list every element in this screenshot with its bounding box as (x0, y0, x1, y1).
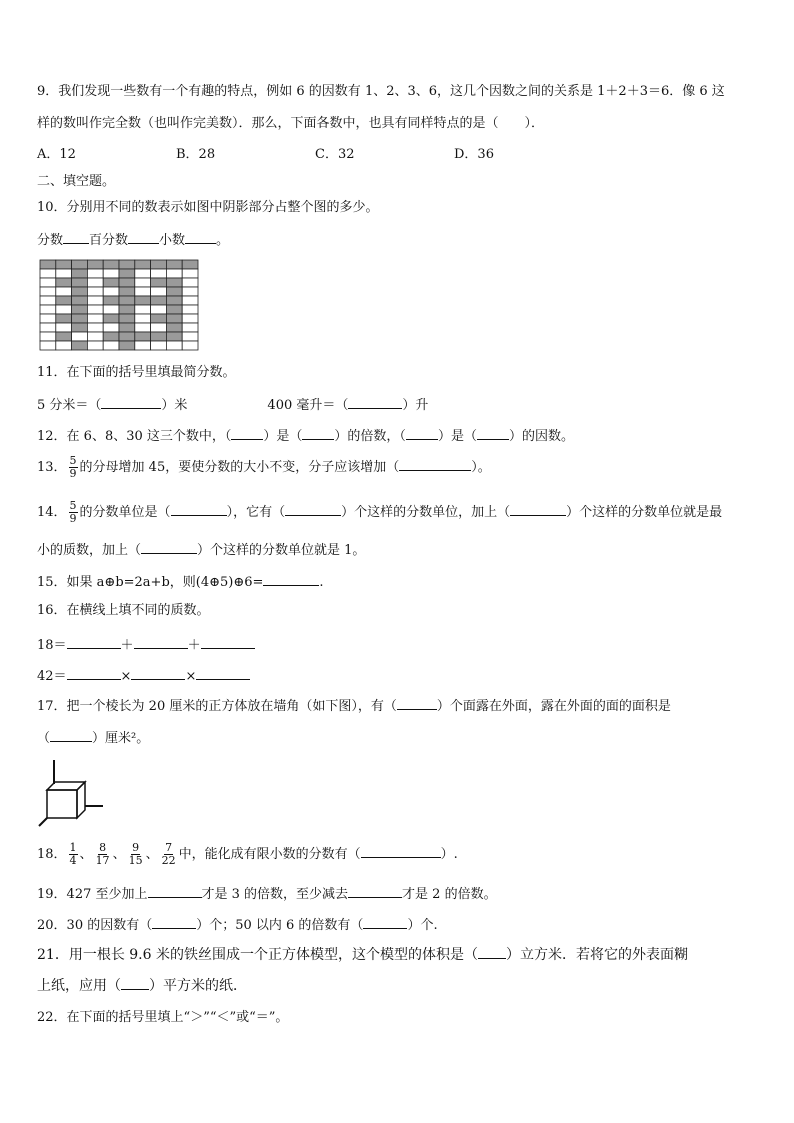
answer-blank[interactable] (196, 667, 250, 680)
fraction-numerator: 1 (69, 841, 77, 854)
q17-line2 (37, 729, 149, 747)
answer-blank[interactable] (363, 916, 407, 929)
grid-cell (87, 341, 103, 350)
grid-cell (87, 269, 103, 278)
q17-text: ）厘米²。 (92, 731, 150, 746)
answer-blank[interactable] (50, 729, 92, 742)
q9-option-a: A．12 (37, 147, 76, 162)
grid-cell-shaded (103, 278, 119, 287)
grid-cell-shaded (119, 314, 135, 323)
q15-question (37, 573, 324, 591)
grid-cell (182, 332, 198, 341)
answer-blank[interactable] (478, 946, 506, 959)
grid-cell (182, 278, 198, 287)
grid-cell (87, 323, 103, 332)
grid-cell-shaded (72, 341, 88, 350)
grid-cell-shaded (166, 278, 182, 287)
grid-cell (151, 323, 167, 332)
separator: 、 (79, 847, 93, 862)
grid-cell-shaded (166, 314, 182, 323)
grid-cell-shaded (72, 260, 88, 269)
grid-cell-shaded (119, 341, 135, 350)
grid-cell (182, 314, 198, 323)
q9-option-d: D．36 (454, 147, 494, 162)
grid-cell-shaded (151, 260, 167, 269)
plus-sign: ＋ (187, 638, 201, 653)
answer-blank[interactable] (399, 458, 471, 471)
answer-blank[interactable] (477, 427, 509, 440)
q14-text: 的分数单位是（ (79, 505, 171, 520)
grid-cell (151, 287, 167, 296)
q17-text: （ (37, 731, 51, 746)
q12-question (37, 427, 574, 445)
grid-cell (166, 341, 182, 350)
q9-line1: 9．我们发现一些数有一个有趣的特点，例如 6 的因数有 1、2、3、6，这几个因数之间的关系是 1＋2＋3＝6．像 6 这 (37, 84, 725, 99)
q11-a-left: 5 分米＝（ (37, 398, 102, 413)
grid-cell (166, 269, 182, 278)
section-heading: 二、填空题。 (37, 174, 116, 189)
grid-cell-shaded (135, 332, 151, 341)
grid-cell (40, 341, 56, 350)
answer-blank[interactable] (406, 427, 438, 440)
grid-cell (40, 269, 56, 278)
q16-row2-label: 42＝ (37, 669, 67, 684)
q21-line1 (37, 946, 688, 963)
grid-cell (40, 296, 56, 305)
grid-cell (40, 278, 56, 287)
q18-end: ）. (440, 847, 458, 862)
q16-row1 (37, 636, 255, 654)
answer-blank[interactable] (152, 916, 196, 929)
grid-cell (87, 314, 103, 323)
q14-text: ）个这样的分数单位就是 1。 (197, 543, 366, 558)
answer-blank[interactable] (131, 667, 185, 680)
q16-question: 16．在横线上填不同的质数。 (37, 603, 210, 618)
q22-question: 22．在下面的括号里填上“＞”“＜”或“＝”。 (37, 1010, 289, 1025)
grid-cell-shaded (135, 296, 151, 305)
answer-blank[interactable] (148, 885, 202, 898)
q12-text: ）是（ (263, 429, 303, 444)
grid-cell-shaded (72, 269, 88, 278)
grid-cell (151, 269, 167, 278)
grid-cell-shaded (151, 332, 167, 341)
grid-cell-shaded (119, 305, 135, 314)
q16-row1-label: 18＝ (37, 638, 67, 653)
grid-cell (103, 269, 119, 278)
q19-text: 才是 2 的倍数。 (402, 887, 497, 902)
grid-cell-shaded (166, 332, 182, 341)
grid-cell-shaded (72, 296, 88, 305)
grid-cell-shaded (56, 278, 72, 287)
q12-text: ）是（ (437, 429, 477, 444)
fraction-numerator: 5 (69, 454, 77, 467)
q20-text: 20．30 的因数有（ (37, 918, 153, 933)
answer-blank[interactable] (302, 427, 334, 440)
grid-cell-shaded (166, 305, 182, 314)
answer-blank[interactable] (67, 636, 121, 649)
q21-text: ）立方米．若将它的外表面糊 (505, 947, 688, 963)
grid-cell (182, 269, 198, 278)
q15-text: 15．如果 a⊕b=2a+b，则(4⊕5)⊕6= (37, 575, 264, 590)
grid-cell (151, 341, 167, 350)
q20-question (37, 916, 438, 934)
fraction-denominator: 22 (161, 854, 176, 867)
grid-cell (56, 341, 72, 350)
grid-cell (135, 314, 151, 323)
q11-a-right: ）米 (161, 398, 188, 413)
fraction-numerator: 7 (165, 841, 173, 854)
grid-cell (135, 341, 151, 350)
fraction (161, 842, 177, 867)
fraction (128, 842, 144, 867)
q14-text: ），它有（ (226, 505, 286, 520)
grid-cell (40, 332, 56, 341)
grid-cell-shaded (56, 314, 72, 323)
grid-cell (103, 323, 119, 332)
grid-cell-shaded (119, 260, 135, 269)
q15-end: . (319, 575, 324, 590)
fraction-numerator: 8 (99, 841, 107, 854)
grid-cell-shaded (103, 296, 119, 305)
answer-blank[interactable] (134, 636, 188, 649)
q10-fill-line (37, 231, 229, 249)
grid-cell (182, 305, 198, 314)
fraction-denominator: 15 (128, 854, 143, 867)
grid-cell-shaded (103, 332, 119, 341)
grid-cell (56, 269, 72, 278)
q14-text: ）个这样的分数单位，加上（ (341, 505, 511, 520)
q10-label-end: 。 (216, 233, 230, 248)
q11-question: 11．在下面的括号里填最简分数。 (37, 365, 236, 380)
fraction-numerator: 5 (69, 499, 77, 512)
grid-cell-shaded (56, 260, 72, 269)
grid-cell (182, 323, 198, 332)
grid-cell-shaded (119, 269, 135, 278)
q13-end: ）。 (471, 460, 491, 475)
grid-cell-shaded (103, 314, 119, 323)
q20-text: ）个. (407, 918, 438, 933)
q14-line1 (37, 499, 722, 527)
grid-cell-shaded (166, 287, 182, 296)
grid-cell-shaded (72, 314, 88, 323)
grid-cell-shaded (166, 296, 182, 305)
q11-b-left: 400 毫升＝（ (267, 398, 349, 413)
q18-label: 18． (37, 847, 67, 862)
q14-line2 (37, 541, 365, 559)
grid-cell-shaded (166, 323, 182, 332)
cube-in-corner-figure (37, 760, 107, 828)
grid-cell-shaded (151, 278, 167, 287)
grid-cell (182, 341, 198, 350)
q11-answers (37, 396, 428, 414)
grid-cell-shaded (119, 332, 135, 341)
separator: 、 (145, 847, 159, 862)
grid-cell (40, 287, 56, 296)
grid-cell (182, 287, 198, 296)
q21-text: 21．用一根长 9.6 米的铁丝围成一个正方体模型，这个模型的体积是（ (37, 947, 478, 963)
answer-blank[interactable] (121, 977, 149, 990)
grid-cell (40, 305, 56, 314)
answer-blank[interactable] (67, 667, 121, 680)
q13-text: 的分母增加 45，要使分数的大小不变，分子应该增加（ (79, 460, 400, 475)
q18-question (37, 841, 458, 869)
q12-text: ）的因数。 (508, 429, 574, 444)
answer-blank[interactable] (128, 231, 159, 244)
grid-cell-shaded (151, 296, 167, 305)
q12-text: 12．在 6、8、30 这三个数中，（ (37, 429, 232, 444)
q10-label-percent: 百分数 (89, 233, 129, 248)
answer-blank[interactable] (397, 697, 437, 710)
grid-cell-shaded (151, 314, 167, 323)
fraction-numerator: 9 (132, 841, 140, 854)
grid-cell-shaded (135, 260, 151, 269)
q19-text: 才是 3 的倍数，至少减去 (201, 887, 349, 902)
grid-cell-shaded (87, 260, 103, 269)
fraction-denominator: 4 (69, 854, 77, 867)
grid-cell (72, 332, 88, 341)
grid-cell (87, 305, 103, 314)
grid-cell (135, 269, 151, 278)
grid-cell (103, 287, 119, 296)
q14-text: 小的质数，加上（ (37, 543, 142, 558)
grid-cell (56, 305, 72, 314)
q10-question: 10．分别用不同的数表示如图中阴影部分占整个图的多少。 (37, 200, 379, 215)
answer-blank[interactable] (348, 885, 402, 898)
q9-option-c: C．32 (315, 147, 355, 162)
fraction (69, 455, 78, 480)
q17-line1 (37, 697, 671, 715)
answer-blank[interactable] (201, 636, 255, 649)
q21-text: ）平方米的纸． (149, 978, 247, 994)
plus-sign: ＋ (120, 638, 134, 653)
fraction-denominator: 17 (95, 854, 110, 867)
fraction-denominator: 9 (69, 467, 77, 480)
grid-cell-shaded (182, 260, 198, 269)
q10-label-decimal: 小数 (159, 233, 186, 248)
answer-blank[interactable] (285, 503, 341, 516)
grid-cell (135, 278, 151, 287)
q21-line2 (37, 977, 247, 994)
fraction (69, 500, 78, 525)
answer-blank[interactable] (185, 231, 216, 244)
answer-blank[interactable] (63, 231, 89, 244)
grid-cell (182, 296, 198, 305)
answer-blank[interactable] (348, 396, 402, 409)
q20-text: ）个；50 以内 6 的倍数有（ (196, 918, 364, 933)
q11-b-right: ）升 (402, 398, 429, 413)
grid-cell (103, 305, 119, 314)
q18-text: 中，能化成有限小数的分数有（ (178, 847, 361, 862)
grid-cell-shaded (119, 287, 135, 296)
grid-cell (87, 287, 103, 296)
q14-label: 14． (37, 505, 67, 520)
grid-cell (40, 323, 56, 332)
q19-text: 19．427 至少加上 (37, 887, 148, 902)
grid-cell (87, 278, 103, 287)
grid-cell-shaded (72, 323, 88, 332)
grid-cell (103, 341, 119, 350)
q14-text: ）个这样的分数单位就是最 (566, 505, 723, 520)
answer-blank[interactable] (510, 503, 566, 516)
answer-blank[interactable] (171, 503, 227, 516)
grid-cell-shaded (166, 260, 182, 269)
grid-cell-shaded (56, 332, 72, 341)
q17-text: 17．把一个棱长为 20 厘米的正方体放在墙角（如下图），有（ (37, 699, 397, 714)
fraction (69, 842, 78, 867)
grid-cell-shaded (72, 305, 88, 314)
grid-cell (135, 323, 151, 332)
grid-cell-shaded (72, 278, 88, 287)
answer-blank[interactable] (361, 845, 441, 858)
grid-cell (56, 323, 72, 332)
times-sign: × (120, 669, 132, 684)
grid-cell-shaded (119, 296, 135, 305)
times-sign: × (185, 669, 197, 684)
grid-cell (40, 314, 56, 323)
q12-text: ）的倍数，（ (334, 429, 406, 444)
q10-label-fraction: 分数 (37, 233, 64, 248)
grid-cell (87, 332, 103, 341)
q9-option-b: B．28 (176, 147, 216, 162)
fraction-denominator: 9 (69, 512, 77, 525)
grid-cell (151, 305, 167, 314)
grid-cell-shaded (103, 260, 119, 269)
grid-cell-shaded (40, 260, 56, 269)
q13-label: 13． (37, 460, 67, 475)
answer-blank[interactable] (231, 427, 263, 440)
grid-cell (87, 296, 103, 305)
q9-options (37, 147, 593, 163)
grid-cell-shaded (72, 287, 88, 296)
answer-blank[interactable] (263, 573, 319, 586)
grid-cell (56, 287, 72, 296)
q16-row2 (37, 667, 250, 685)
answer-blank[interactable] (101, 396, 161, 409)
q13-question (37, 454, 491, 482)
answer-blank[interactable] (141, 541, 197, 554)
shaded-grid-figure (39, 259, 199, 351)
separator: 、 (112, 847, 126, 862)
grid-cell-shaded (119, 278, 135, 287)
q21-text: 上纸，应用（ (37, 978, 121, 994)
q19-question (37, 885, 497, 903)
grid-cell-shaded (119, 323, 135, 332)
q17-text: ）个面露在外面，露在外面的面的面积是 (436, 699, 671, 714)
grid-cell-shaded (56, 296, 72, 305)
grid-cell (135, 287, 151, 296)
fraction (95, 842, 111, 867)
grid-cell (135, 305, 151, 314)
q9-line2: 样的数叫作完全数（也叫作完美数）．那么，下面各数中，也具有同样特点的是（ ）． (37, 116, 545, 131)
